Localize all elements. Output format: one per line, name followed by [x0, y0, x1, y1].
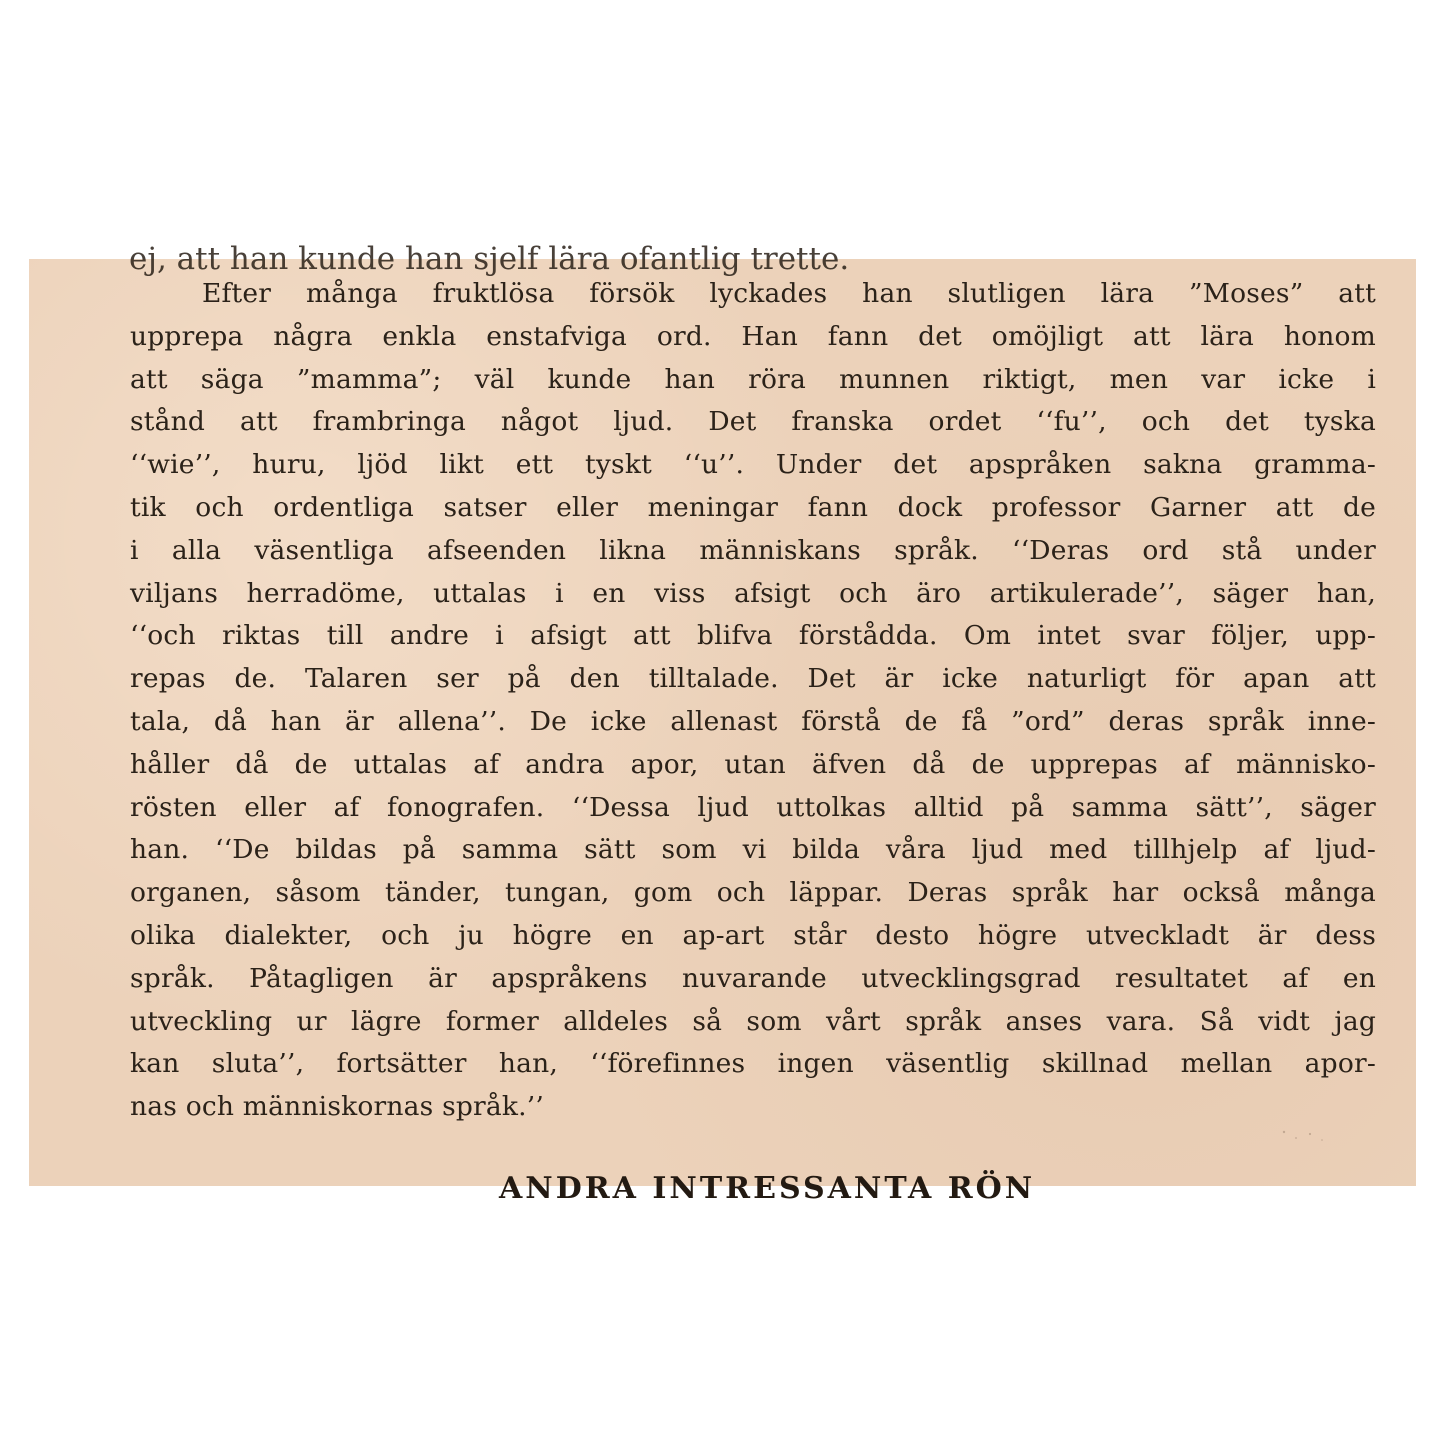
text-line: organen, såsom tänder, tungan, gom och läppar. Deras språk har också många	[130, 877, 1376, 909]
text-line: han. ‘‘De bildas på samma sätt som vi bilda våra ljud med tillhjelp af ljud-	[130, 834, 1376, 866]
cut-off-top-line: ej, att han kunde han sjelf lära ofantlig trette.	[129, 241, 850, 277]
text-line: Efter många fruktlösa försök lyckades han slutligen lära ”Moses” att	[202, 278, 1376, 309]
text-line: olika dialekter, och ju högre en ap-art står desto högre utveckladt är dess	[130, 919, 1376, 951]
text-line: tik och ordentliga satser eller meningar fann dock professor Garner att de	[130, 491, 1376, 523]
text-line: ‘‘wie’’, huru, ljöd likt ett tyskt ‘‘u’’. Under det apspråken sakna gramma-	[130, 449, 1376, 481]
text-line: i alla väsentliga afseenden likna människans språk. ‘‘Deras ord stå under	[130, 534, 1376, 566]
text-line: språk. Påtagligen är apspråkens nuvarande utvecklingsgrad resultatet af en	[130, 962, 1376, 994]
section-heading-cut: ANDRA INTRESSANTA RÖN	[499, 1171, 1036, 1206]
text-line: kan sluta’’, fortsätter han, ‘‘förefinnes ingen väsentlig skillnad mellan apor-	[130, 1048, 1376, 1080]
text-line: rösten eller af fonografen. ‘‘Dessa ljud uttolkas alltid på samma sätt’’, säger	[130, 791, 1376, 823]
scanned-page	[29, 241, 1416, 1206]
text-line: viljans herradöme, uttalas i en viss afsigt och äro artikulerade’’, säger han,	[130, 577, 1376, 609]
paper-speck-decoration	[1276, 1126, 1336, 1146]
body-paragraph	[130, 273, 1376, 1129]
text-line: utveckling ur lägre former alldeles så som vårt språk anses vara. Så vidt jag	[130, 1005, 1376, 1037]
text-line: upprepa några enkla enstafviga ord. Han fann det omöjligt att lära honom	[130, 320, 1376, 352]
text-line: tala, då han är allena’’. De icke allenast förstå de få ”ord” deras språk inne-	[130, 705, 1376, 737]
text-line: håller då de uttalas af andra apor, utan äfven då de upprepas af människo-	[130, 748, 1376, 780]
text-line: stånd att frambringa något ljud. Det franska ordet ‘‘fu’’, och det tyska	[130, 406, 1376, 438]
text-line: ‘‘och riktas till andre i afsigt att blifva förstådda. Om intet svar följer, upp-	[130, 620, 1376, 652]
text-line: att säga ”mamma”; väl kunde han röra munnen riktigt, men var icke i	[130, 363, 1376, 395]
text-line: nas och människornas språk.’’	[130, 1091, 545, 1123]
text-line: repas de. Talaren ser på den tilltalade. Det är icke naturligt för apan att	[130, 663, 1376, 695]
